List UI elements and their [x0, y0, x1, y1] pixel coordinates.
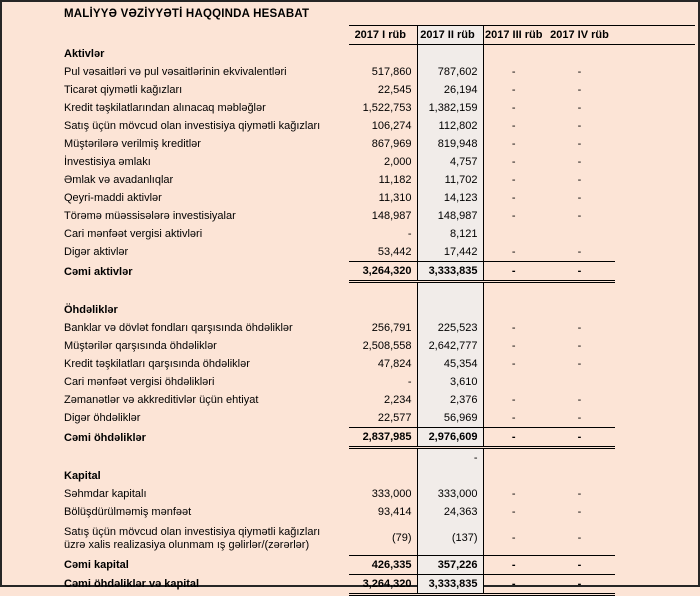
cell-value-q2: 4,757 — [417, 153, 483, 171]
cell-value-q4: - — [549, 574, 615, 594]
row-label: Kredit təşkilatlarından alınacaq məbləğlər — [64, 102, 266, 114]
table-row-data — [59, 503, 695, 521]
row-label: Kapital — [64, 470, 101, 482]
cell-value-q3: - — [511, 102, 516, 114]
cell-value-q3 — [483, 301, 549, 319]
cell-value-q2: 1,382,159 — [417, 99, 483, 117]
column-header-4: 2017 IV rüb — [549, 26, 615, 45]
cell-value-q4: - — [577, 488, 582, 500]
table-row-data — [59, 521, 695, 555]
cell-value-q4: - — [577, 156, 582, 168]
cell-value-q2: 3,333,835 — [417, 262, 483, 282]
cell-value-q4 — [549, 225, 615, 243]
cell-value-q4: - — [577, 120, 582, 132]
cell-value-q2: 333,000 — [417, 485, 483, 503]
cell-value-q2: (137) — [417, 521, 483, 555]
cell-value-q3: - — [511, 174, 516, 186]
cell-value-q1: - — [407, 228, 412, 240]
cell-value-q3: - — [511, 156, 516, 168]
cell-value-q4: - — [577, 66, 582, 78]
cell-value-q3 — [483, 282, 549, 302]
cell-value-q3: - — [483, 428, 549, 448]
row-label: Müştərilər qarşısında öhdəliklər — [64, 340, 217, 352]
row-trailing-cell — [615, 225, 695, 243]
cell-value-q1: 333,000 — [371, 488, 412, 500]
table-row-data — [59, 135, 695, 153]
cell-value-q1: 426,335 — [349, 555, 417, 574]
cell-value-q2: 17,442 — [417, 243, 483, 262]
cell-value-q3: - — [511, 488, 516, 500]
cell-value-q2: 26,194 — [417, 81, 483, 99]
row-trailing-cell — [615, 171, 695, 189]
row-label: Bölüşdürülməmiş mənfəət — [64, 506, 192, 518]
cell-value-q4: - — [577, 506, 582, 518]
cell-value-q1: 517,860 — [371, 66, 412, 78]
row-trailing-cell — [615, 153, 695, 171]
table-row-data — [59, 409, 695, 428]
row-label: Kredit təşkilatları qarşısında öhdəliklər — [64, 358, 250, 370]
cell-value-q1 — [349, 448, 417, 468]
cell-value-q3: - — [483, 574, 549, 594]
cell-value-q2: 3,333,835 — [417, 574, 483, 594]
cell-value-q4: - — [577, 246, 582, 258]
row-label: Öhdəliklər — [64, 304, 118, 316]
row-label — [59, 448, 349, 468]
row-trailing-cell — [615, 282, 695, 302]
cell-value-q1 — [349, 282, 417, 302]
row-trailing-cell — [615, 555, 695, 574]
row-trailing-cell — [615, 117, 695, 135]
table-row-data — [59, 373, 695, 391]
table-row-data — [59, 243, 695, 262]
row-trailing-cell — [615, 63, 695, 81]
table-row-data — [59, 153, 695, 171]
cell-value-q2 — [417, 282, 483, 302]
cell-value-q3 — [483, 467, 549, 485]
table-row-data — [59, 63, 695, 81]
table-row-data — [59, 391, 695, 409]
cell-value-q1: 1,522,753 — [362, 102, 412, 114]
table-row-subtotal — [59, 555, 695, 574]
cell-value-q3: - — [511, 66, 516, 78]
row-trailing-cell — [615, 521, 695, 555]
cell-value-q4: - — [549, 262, 615, 282]
cell-value-q4 — [549, 282, 615, 302]
row-trailing-cell — [615, 355, 695, 373]
cell-value-q3: - — [511, 210, 516, 222]
row-trailing-cell — [615, 81, 695, 99]
cell-value-q3: - — [511, 394, 516, 406]
cell-value-q1: 47,824 — [377, 358, 412, 370]
table-row-data — [59, 225, 695, 243]
cell-value-q4 — [549, 373, 615, 391]
cell-value-q3: - — [511, 322, 516, 334]
cell-value-q2 — [417, 467, 483, 485]
cell-value-q4: - — [577, 210, 582, 222]
row-label — [59, 282, 349, 302]
row-trailing-cell — [615, 409, 695, 428]
cell-value-q2: 14,123 — [417, 189, 483, 207]
table-row-data — [59, 355, 695, 373]
header-spacer-cell — [59, 26, 349, 45]
column-header-2: 2017 II rüb — [417, 26, 483, 45]
table-row-section — [59, 467, 695, 485]
cell-value-q4: - — [577, 322, 582, 334]
row-trailing-cell — [615, 319, 695, 337]
report-sheet — [2, 2, 698, 596]
row-trailing-cell — [615, 207, 695, 225]
cell-value-q4: - — [577, 412, 582, 424]
table-row-total — [59, 428, 695, 448]
cell-value-q3: - — [511, 340, 516, 352]
cell-value-q4 — [549, 45, 615, 64]
cell-value-q2: - — [417, 448, 483, 468]
cell-value-q3: - — [511, 412, 516, 424]
cell-value-q4: - — [577, 358, 582, 370]
table-row-data — [59, 171, 695, 189]
table-row-spacer — [59, 448, 695, 468]
row-trailing-cell — [615, 467, 695, 485]
cell-value-q3: - — [511, 192, 516, 204]
table-row-section — [59, 301, 695, 319]
cell-value-q2: 2,376 — [417, 391, 483, 409]
table-row-data — [59, 337, 695, 355]
table-row-data — [59, 99, 695, 117]
cell-value-q3: - — [511, 120, 516, 132]
cell-value-q1: 867,969 — [371, 138, 412, 150]
cell-value-q1: 93,414 — [377, 506, 412, 518]
cell-value-q2: 11,702 — [417, 171, 483, 189]
table-row-data — [59, 189, 695, 207]
cell-value-q2: 3,610 — [417, 373, 483, 391]
cell-value-q1: 256,791 — [371, 322, 412, 334]
cell-value-q2 — [417, 301, 483, 319]
header-trailing-cell — [615, 26, 695, 45]
cell-value-q4: - — [577, 84, 582, 96]
cell-value-q3 — [483, 225, 549, 243]
row-trailing-cell — [615, 503, 695, 521]
cell-value-q3: - — [511, 506, 516, 518]
row-label: İnvestisiya əmlakı — [64, 156, 151, 168]
cell-value-q1: 22,577 — [377, 412, 412, 424]
table-row-data — [59, 319, 695, 337]
cell-value-q1: 3,264,320 — [349, 262, 417, 282]
cell-value-q3: - — [511, 246, 516, 258]
cell-value-q1: 148,987 — [371, 210, 412, 222]
cell-value-q1: 3,264,320 — [349, 574, 417, 594]
row-label: Digər öhdəliklər — [64, 412, 141, 425]
cell-value-q4 — [549, 467, 615, 485]
cell-value-q1: 2,234 — [383, 394, 412, 406]
cell-value-q4: - — [577, 340, 582, 352]
cell-value-q3: - — [511, 358, 516, 370]
financial-table — [59, 25, 695, 596]
row-trailing-cell — [615, 99, 695, 117]
row-trailing-cell — [615, 391, 695, 409]
row-trailing-cell — [615, 135, 695, 153]
cell-value-q2: 8,121 — [417, 225, 483, 243]
row-trailing-cell — [615, 448, 695, 468]
cell-value-q3 — [483, 45, 549, 64]
cell-value-q4: - — [577, 174, 582, 186]
row-trailing-cell — [615, 485, 695, 503]
table-row-data — [59, 485, 695, 503]
cell-value-q2: 45,354 — [417, 355, 483, 373]
cell-value-q1: 106,274 — [371, 120, 412, 132]
row-label: Müştərilərə verilmiş kreditlər — [64, 138, 201, 150]
cell-value-q3: - — [511, 84, 516, 96]
cell-value-q1: 11,310 — [378, 192, 412, 204]
row-label: Digər aktivlər — [64, 246, 129, 259]
cell-value-q3: - — [483, 555, 549, 574]
cell-value-q1: 2,508,558 — [362, 340, 412, 352]
cell-value-q3 — [483, 373, 549, 391]
row-label: Banklar və dövlət fondları qarşısında öhdəliklər — [64, 322, 293, 334]
row-label: Aktivlər — [64, 47, 105, 60]
row-trailing-cell — [615, 45, 695, 64]
cell-value-q4: - — [549, 555, 615, 574]
cell-value-q2 — [417, 45, 483, 64]
table-row-data — [59, 81, 695, 99]
row-label: Qeyri-maddi aktivlər — [64, 192, 162, 204]
row-trailing-cell — [615, 337, 695, 355]
cell-value-q1: 2,837,985 — [349, 428, 417, 448]
cell-value-q1 — [349, 45, 417, 64]
cell-value-q2: 148,987 — [417, 207, 483, 225]
row-trailing-cell — [615, 262, 695, 282]
column-header-row — [59, 26, 695, 45]
cell-value-q3 — [483, 448, 549, 468]
table-row-data — [59, 117, 695, 135]
row-label: Törəmə müəssisələrə investisiyalar — [64, 210, 236, 222]
row-trailing-cell — [615, 373, 695, 391]
cell-value-q2: 357,226 — [417, 555, 483, 574]
cell-value-q2: 24,363 — [417, 503, 483, 521]
row-label: Zəmanətlər və akkreditivlər üçün ehtiyat — [64, 394, 259, 406]
cell-value-q4 — [549, 301, 615, 319]
cell-value-q4 — [549, 448, 615, 468]
row-label: Cari mənfəət vergisi öhdəlikləri — [64, 376, 215, 388]
cell-value-q2: 787,602 — [417, 63, 483, 81]
row-label: Satış üçün mövcud olan investisiya qiymətli kağızları üzrə xalis realizasiya olunmam ış gəlirlər/(zərərlər) — [64, 526, 321, 551]
table-row-grandtotal — [59, 574, 695, 594]
row-label: Satış üçün mövcud olan investisiya qiymətli kağızları — [64, 120, 321, 132]
cell-value-q2: 819,948 — [417, 135, 483, 153]
cell-value-q2: 2,976,609 — [417, 428, 483, 448]
cell-value-q2: 225,523 — [417, 319, 483, 337]
row-label: Səhmdar kapitalı — [64, 488, 147, 500]
row-label: Cəmi kapital — [64, 558, 129, 571]
row-label: Pul vəsaitləri və pul vəsaitlərinin ekvivalentləri — [64, 66, 287, 78]
cell-value-q2: 56,969 — [417, 409, 483, 428]
cell-value-q1: 11,182 — [378, 174, 412, 186]
row-label: Əmlak və avadanlıqlar — [64, 174, 174, 186]
table-row-total — [59, 262, 695, 282]
table-row-spacer — [59, 282, 695, 302]
financial-table-body — [59, 26, 695, 595]
cell-value-q4: - — [577, 394, 582, 406]
column-header-1: 2017 I rüb — [349, 26, 417, 45]
cell-value-q3: - — [511, 531, 516, 544]
cell-value-q4: - — [577, 138, 582, 150]
row-trailing-cell — [615, 189, 695, 207]
cell-value-q4: - — [577, 531, 582, 544]
cell-value-q1: 53,442 — [377, 246, 412, 258]
cell-value-q4: - — [577, 102, 582, 114]
cell-value-q1: - — [407, 376, 412, 388]
row-trailing-cell — [615, 574, 695, 594]
cell-value-q1 — [349, 467, 417, 485]
cell-value-q1: 22,545 — [377, 84, 412, 96]
cell-value-q3: - — [483, 262, 549, 282]
row-label: Cəmi aktivlər — [64, 265, 133, 278]
row-label: Cari mənfəət vergisi aktivləri — [64, 228, 203, 240]
cell-value-q1: 2,000 — [383, 156, 412, 168]
cell-value-q1 — [349, 301, 417, 319]
cell-value-q4: - — [549, 428, 615, 448]
table-row-data — [59, 207, 695, 225]
row-trailing-cell — [615, 301, 695, 319]
column-header-3: 2017 III rüb — [483, 26, 549, 45]
cell-value-q2: 2,642,777 — [417, 337, 483, 355]
row-label: Cəmi öhdəliklər və kapital — [64, 578, 200, 590]
cell-value-q2: 112,802 — [417, 117, 483, 135]
cell-value-q1: (79) — [391, 531, 412, 544]
row-trailing-cell — [615, 243, 695, 262]
cell-value-q4: - — [577, 192, 582, 204]
table-row-section — [59, 45, 695, 64]
cell-value-q3: - — [511, 138, 516, 150]
row-trailing-cell — [615, 428, 695, 448]
page-title: MALİYYƏ VƏZİYYƏTİ HAQQINDA HESABAT — [64, 8, 310, 20]
row-label: Cəmi öhdəliklər — [64, 431, 146, 444]
row-label: Ticarət qiymətli kağızları — [64, 84, 183, 96]
